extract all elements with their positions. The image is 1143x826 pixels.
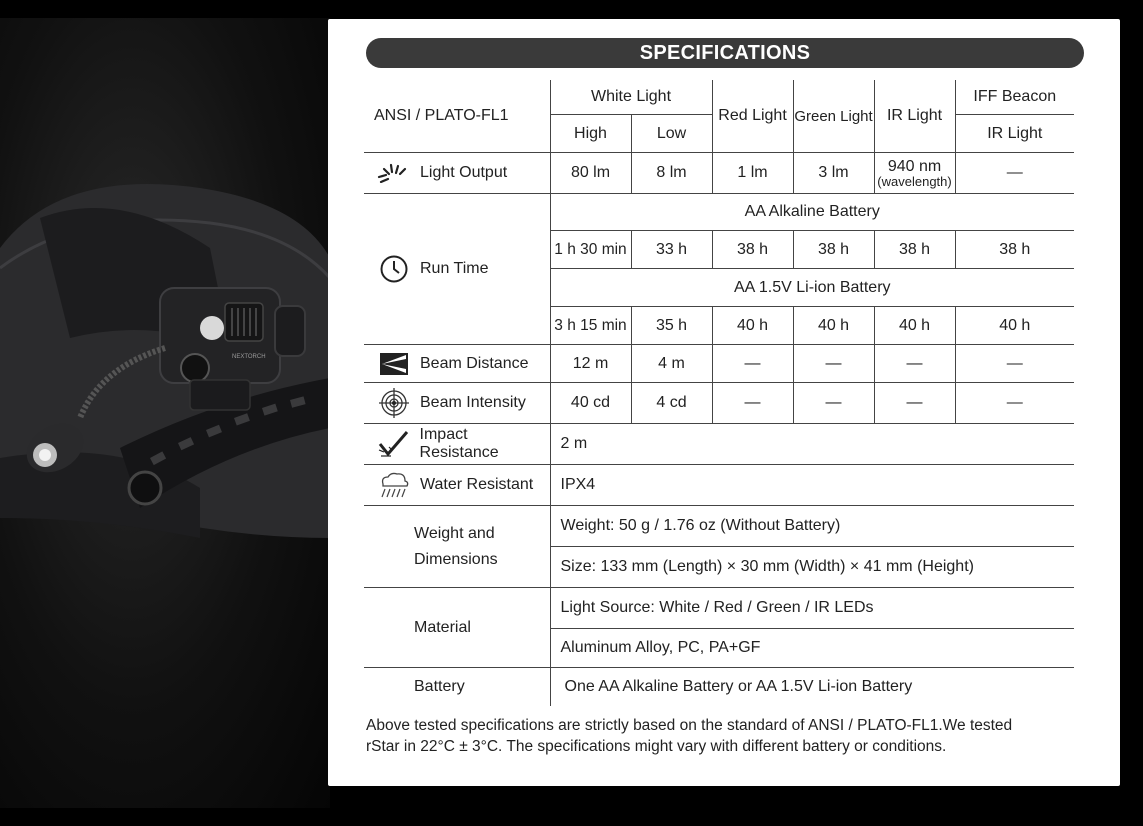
low-header: Low [631,115,712,153]
target-icon [374,389,414,417]
alkaline-battery-label: AA Alkaline Battery [550,194,1074,231]
beam-distance-low: 4 m [631,345,712,383]
specifications-banner: SPECIFICATIONS [366,38,1084,68]
red-light-header: Red Light [712,80,793,153]
water-resistant-value: IPX4 [550,465,1074,506]
impact-resistance-label: Impact Resistance [419,426,499,461]
run-time-alkaline-red: 38 h [712,231,793,269]
weight-dimensions-label-line1: Weight and [414,524,495,542]
light-output-low: 8 lm [631,153,712,194]
specification-footnote [366,715,1106,757]
standard-header: ANSI / PLATO-FL1 [364,80,550,153]
run-time-liion-green: 40 h [793,307,874,345]
weight-value: Weight: 50 g / 1.76 oz (Without Battery) [550,506,1074,547]
beam-intensity-high: 40 cd [550,383,631,424]
impact-resistance-value: 2 m [550,424,1074,465]
run-time-liion-red: 40 h [712,307,793,345]
light-output-label: Light Output [420,164,508,181]
beam-intensity-ir: — [874,383,955,424]
beam-intensity-row [364,383,1074,424]
run-time-alkaline-high: 1 h 30 min [550,231,631,269]
water-resistant-label: Water Resistant [420,476,534,493]
beam-intensity-green: — [793,383,874,424]
beam-distance-label: Beam Distance [420,354,529,372]
beam-distance-high: 12 m [550,345,631,383]
dimensions-value: Size: 133 mm (Length) × 30 mm (Width) × 41 mm (Height) [550,547,1074,588]
specifications-table [364,80,1074,706]
beam-distance-red: — [712,345,793,383]
beam-distance-ir: — [874,345,955,383]
run-time-alkaline-green: 38 h [793,231,874,269]
clock-icon [374,255,414,283]
run-time-liion-high: 3 h 15 min [550,307,631,345]
light-output-ir-note: (wavelength) [877,173,952,189]
helmet-flashlight-illustration [0,18,330,808]
material-light-source: Light Source: White / Red / Green / IR LEDs [550,588,1074,629]
light-output-row [364,153,1074,194]
material-body: Aluminum Alloy, PC, PA+GF [550,629,1074,668]
footnote-line1: Above tested specifications are strictly based on the standard of ANSI / PLATO-FL1.We tested [366,717,1013,734]
impact-resistance-row [364,424,1074,465]
beam-intensity-red: — [712,383,793,424]
material-label: Material [364,588,550,668]
beam-distance-row [364,345,1074,383]
liion-battery-label: AA 1.5V Li-ion Battery [550,269,1074,307]
beam-distance-green: — [793,345,874,383]
beam-distance-icon [374,350,414,378]
material-light-source-row [364,588,1074,629]
beam-intensity-low: 4 cd [631,383,712,424]
light-output-green: 3 lm [793,153,874,194]
weight-row [364,506,1074,547]
ir-light-header: IR Light [874,80,955,153]
light-output-iff: — [955,153,1074,194]
brand-text: NEXTORCH [232,354,266,360]
run-time-label: Run Time [420,260,489,277]
battery-row [364,668,1074,707]
beam-distance-iff: — [955,345,1074,383]
battery-value: One AA Alkaline Battery or AA 1.5V Li-ion Battery [550,668,1074,707]
white-light-header: White Light [550,80,712,115]
specifications-card [328,19,1120,786]
footnote-line2: rStar in 22°C ± 3°C. The specifications might vary with different battery or conditions. [366,738,947,755]
table-header-row [364,80,1074,115]
run-time-alkaline-low: 33 h [631,231,712,269]
green-light-header: Green Light [793,80,874,153]
product-photo [0,18,330,808]
run-time-liion-low: 35 h [631,307,712,345]
run-time-alkaline-iff: 38 h [955,231,1074,269]
weight-dimensions-label-line2: Dimensions [414,550,498,568]
run-time-liion-iff: 40 h [955,307,1074,345]
run-time-liion-ir: 40 h [874,307,955,345]
iff-ir-light-header: IR Light [955,115,1074,153]
water-resistant-row [364,465,1074,506]
light-output-ir: 940 nm [887,157,942,175]
light-output-high: 80 lm [550,153,631,194]
beam-intensity-label: Beam Intensity [420,394,526,411]
battery-label: Battery [414,678,465,695]
run-time-alkaline-ir: 38 h [874,231,955,269]
impact-icon [374,430,414,458]
high-header: High [550,115,631,153]
light-rays-icon [374,159,414,187]
light-output-red: 1 lm [712,153,793,194]
iff-beacon-header: IFF Beacon [955,80,1074,115]
run-time-alkaline-title-row [364,194,1074,231]
beam-intensity-iff: — [955,383,1074,424]
rain-cloud-icon [374,471,414,499]
